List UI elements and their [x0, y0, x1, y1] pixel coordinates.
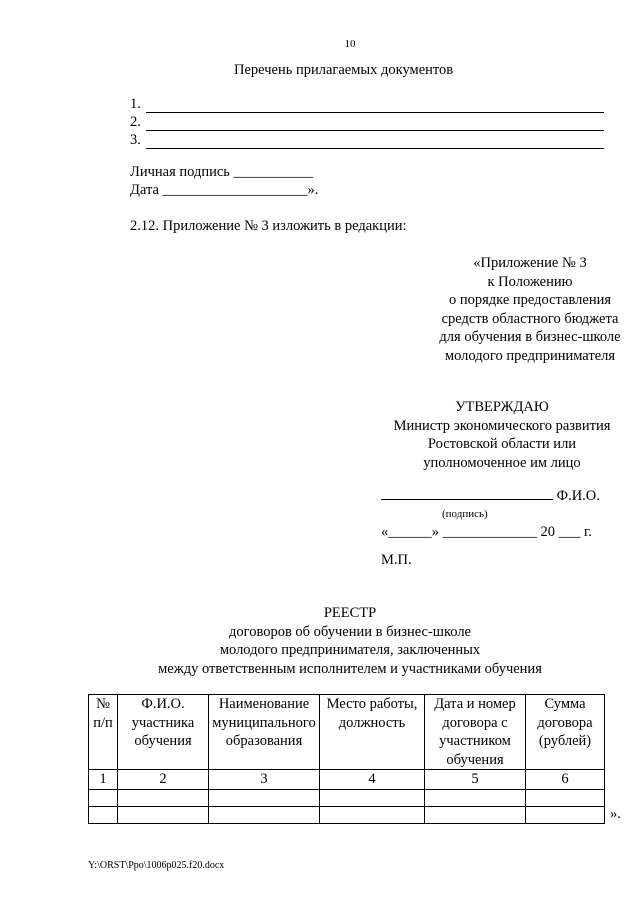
table-row	[89, 770, 605, 790]
header-cell: № п/п	[89, 695, 118, 770]
appendix-line: о порядке предоставления	[448, 292, 612, 308]
clause-text: 2.12. Приложение № 3 изложить в редакции:	[130, 218, 407, 234]
table-row	[89, 789, 605, 806]
header-cell: Сумма договора (рублей)	[526, 695, 605, 770]
table-header-row	[89, 695, 605, 770]
table-cell	[209, 806, 320, 823]
appendix-line: средств областного бюджета	[441, 310, 619, 327]
number-cell: 5	[425, 770, 526, 790]
signature-line: Личная подпись ___________	[130, 164, 314, 180]
header-cell: Ф.И.О. участника обучения	[118, 695, 209, 770]
closing-quote: ».	[610, 806, 621, 822]
appendix-line: к Положению	[487, 273, 573, 290]
table-cell	[320, 789, 425, 806]
table-cell	[526, 806, 605, 823]
table-cell	[209, 789, 320, 806]
approval-title: УТВЕРЖДАЮ	[455, 399, 549, 415]
number-cell: 3	[209, 770, 320, 790]
approval-date: «______» _____________ 20 ___ г.	[381, 524, 592, 540]
approval-block	[380, 398, 624, 472]
docs-list-item	[130, 96, 604, 113]
table-cell	[320, 806, 425, 823]
header-cell: Место работы, должность	[320, 695, 425, 770]
appendix-line: молодого предпринимателя	[444, 347, 616, 364]
number-cell: 1	[89, 770, 118, 790]
page-number: 10	[344, 38, 356, 50]
number-cell: 6	[526, 770, 605, 790]
docs-list-item	[130, 114, 604, 131]
table-cell	[118, 806, 209, 823]
approval-line: уполномоченное им лицо	[423, 454, 581, 471]
appendix-header	[380, 254, 640, 365]
header-cell: Дата и номер договора с участником обучения	[425, 695, 526, 770]
table-cell	[89, 806, 118, 823]
list-number: 1.	[130, 96, 141, 112]
table-cell	[526, 789, 605, 806]
registry-subtitle: договоров об обучении в бизнес-школе	[228, 623, 471, 640]
registry-title: РЕЕСТР	[323, 605, 377, 621]
sign-caption: (подпись)	[442, 508, 488, 520]
table-cell	[89, 789, 118, 806]
number-cell: 2	[118, 770, 209, 790]
header-cell: Наименование муниципального образования	[209, 695, 320, 770]
registry-table	[88, 694, 605, 824]
date-line: Дата ____________________».	[130, 182, 319, 198]
footer-file-path: Y:\ORST\Ppo\1006p025.f20.docx	[88, 860, 225, 871]
table-cell	[425, 789, 526, 806]
number-cell: 4	[320, 770, 425, 790]
list-number: 2.	[130, 114, 141, 130]
list-number: 3.	[130, 132, 141, 148]
table-cell	[425, 806, 526, 823]
stamp-label: М.П.	[381, 552, 412, 568]
appendix-line: для обучения в бизнес-школе	[439, 329, 621, 345]
fio-label: Ф.И.О.	[556, 488, 600, 504]
table-cell	[118, 789, 209, 806]
registry-subtitle: молодого предпринимателя, заключенных	[219, 642, 481, 658]
approval-signature	[381, 488, 600, 505]
approval-line: Министр экономического развития	[393, 417, 611, 434]
table-row	[89, 806, 605, 823]
appendix-line: «Приложение № 3	[473, 255, 587, 271]
docs-list-title: Перечень прилагаемых документов	[234, 62, 454, 78]
registry-subtitle: между ответственным исполнителем и участниками обучения	[158, 660, 542, 677]
docs-list-item	[130, 132, 604, 149]
approval-line: Ростовской области или	[427, 436, 577, 452]
registry-title-block	[0, 604, 640, 678]
